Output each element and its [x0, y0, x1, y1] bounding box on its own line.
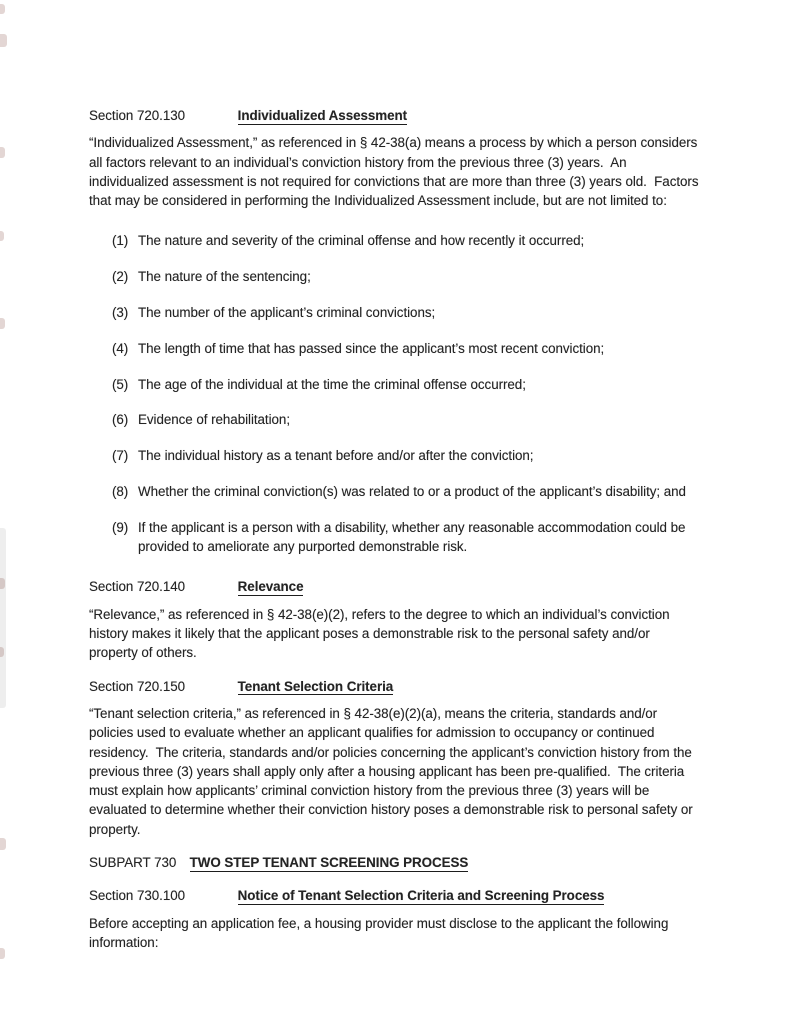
- list-item-number: (6): [112, 412, 129, 428]
- section-label: Section 720.140: [89, 579, 186, 595]
- section-heading-720-140: [89, 577, 702, 596]
- list-item-number: (1): [112, 233, 129, 249]
- list-item: [89, 231, 702, 250]
- list-item-text: The number of the applicant’s criminal convictions;: [138, 305, 436, 321]
- section-heading-720-150: [89, 677, 702, 696]
- scan-artifact: [0, 838, 6, 850]
- list-item-text: Evidence of rehabilitation;: [138, 412, 290, 428]
- section-title: Individualized Assessment: [237, 108, 408, 123]
- paragraph-individualized-assessment: “Individualized Assessment,” as referenced in § 42-38(a) means a process by which a person considers all factors relevant to an individual’s conviction history from the previous three (3) years. An individualized assessment is not required for convictions that are more than three (3) years old. Factors that may be considered in performing the Individualized Assessment include, but are not limited to:: [89, 135, 703, 209]
- scan-artifact: [0, 578, 5, 589]
- scan-artifact: [0, 948, 5, 959]
- section-label: Section 720.150: [89, 678, 186, 694]
- scan-artifact: [0, 34, 7, 47]
- list-item: [89, 446, 702, 465]
- list-item: [89, 267, 702, 286]
- section-label: Section 730.100: [89, 888, 186, 904]
- section-title: Tenant Selection Criteria: [237, 678, 394, 694]
- subpart-label: SUBPART 730: [89, 855, 177, 871]
- list-item-number: (7): [112, 448, 129, 464]
- list-item-number: (3): [112, 305, 129, 321]
- scan-artifact: [0, 528, 6, 708]
- subpart-730-heading: [89, 853, 702, 872]
- paragraph-notice-disclosure: Before accepting an application fee, a housing provider must disclose to the applicant the following information:: [89, 915, 673, 950]
- list-item: [89, 410, 702, 429]
- paragraph-tenant-selection-criteria: “Tenant selection criteria,” as referenced in § 42-38(e)(2)(a), means the criteria, standards and/or policies used to evaluate whether an applicant qualifies for admission to occupancy or continued residency. The criteria, standards and/or policies concerning the applicant’s conviction history from the previous three (3) years shall apply only after a housing applicant has been pre-qualified. The criteria must explain how applicants’ criminal conviction history from the previous three (3) years will be evaluated to determine whether their conviction history poses a demonstrable risk to personal safety or property.: [89, 705, 697, 837]
- section-label: Section 720.130: [89, 108, 186, 123]
- list-item-number: (4): [112, 340, 129, 356]
- list-item-text: The length of time that has passed since the applicant’s most recent conviction;: [138, 340, 605, 356]
- section-heading-730-100: [89, 886, 702, 905]
- section-title: Relevance: [237, 579, 304, 595]
- list-item-text: If the applicant is a person with a disability, whether any reasonable accommodation could be provided to ameliorate any purported demonstrable risk.: [138, 519, 690, 555]
- list-item: [89, 375, 702, 394]
- document-content: [89, 92, 702, 962]
- scan-artifact: [0, 318, 5, 329]
- factors-list: [89, 231, 702, 556]
- list-item: [89, 482, 702, 501]
- list-item-text: Whether the criminal conviction(s) was related to or a product of the applicant’s disability; and: [138, 484, 686, 500]
- scan-artifact: [0, 647, 4, 657]
- list-item-number: (8): [112, 484, 129, 500]
- scan-artifact: [0, 147, 5, 158]
- list-item: [89, 518, 702, 557]
- list-item-number: (5): [112, 376, 129, 392]
- list-item-text: The nature and severity of the criminal offense and how recently it occurred;: [138, 233, 585, 249]
- list-item-text: The individual history as a tenant before and/or after the conviction;: [138, 448, 534, 464]
- subpart-title: TWO STEP TENANT SCREENING PROCESS: [189, 855, 469, 871]
- list-item: [89, 339, 702, 358]
- list-item: [89, 303, 702, 322]
- list-item-text: The age of the individual at the time the criminal offense occurred;: [138, 376, 526, 392]
- list-item-number: (2): [112, 269, 129, 285]
- list-item-number: (9): [112, 519, 129, 535]
- list-item-text: The nature of the sentencing;: [138, 269, 311, 285]
- scan-artifact: [0, 4, 5, 14]
- paragraph-relevance: “Relevance,” as referenced in § 42-38(e)(2), refers to the degree to which an individual’s conviction history makes it likely that the applicant poses a demonstrable risk to the personal safety and/or property of others.: [89, 606, 674, 661]
- section-title: Notice of Tenant Selection Criteria and Screening Process: [237, 888, 605, 904]
- scan-artifact: [0, 231, 4, 241]
- section-heading-720-130: [89, 106, 702, 125]
